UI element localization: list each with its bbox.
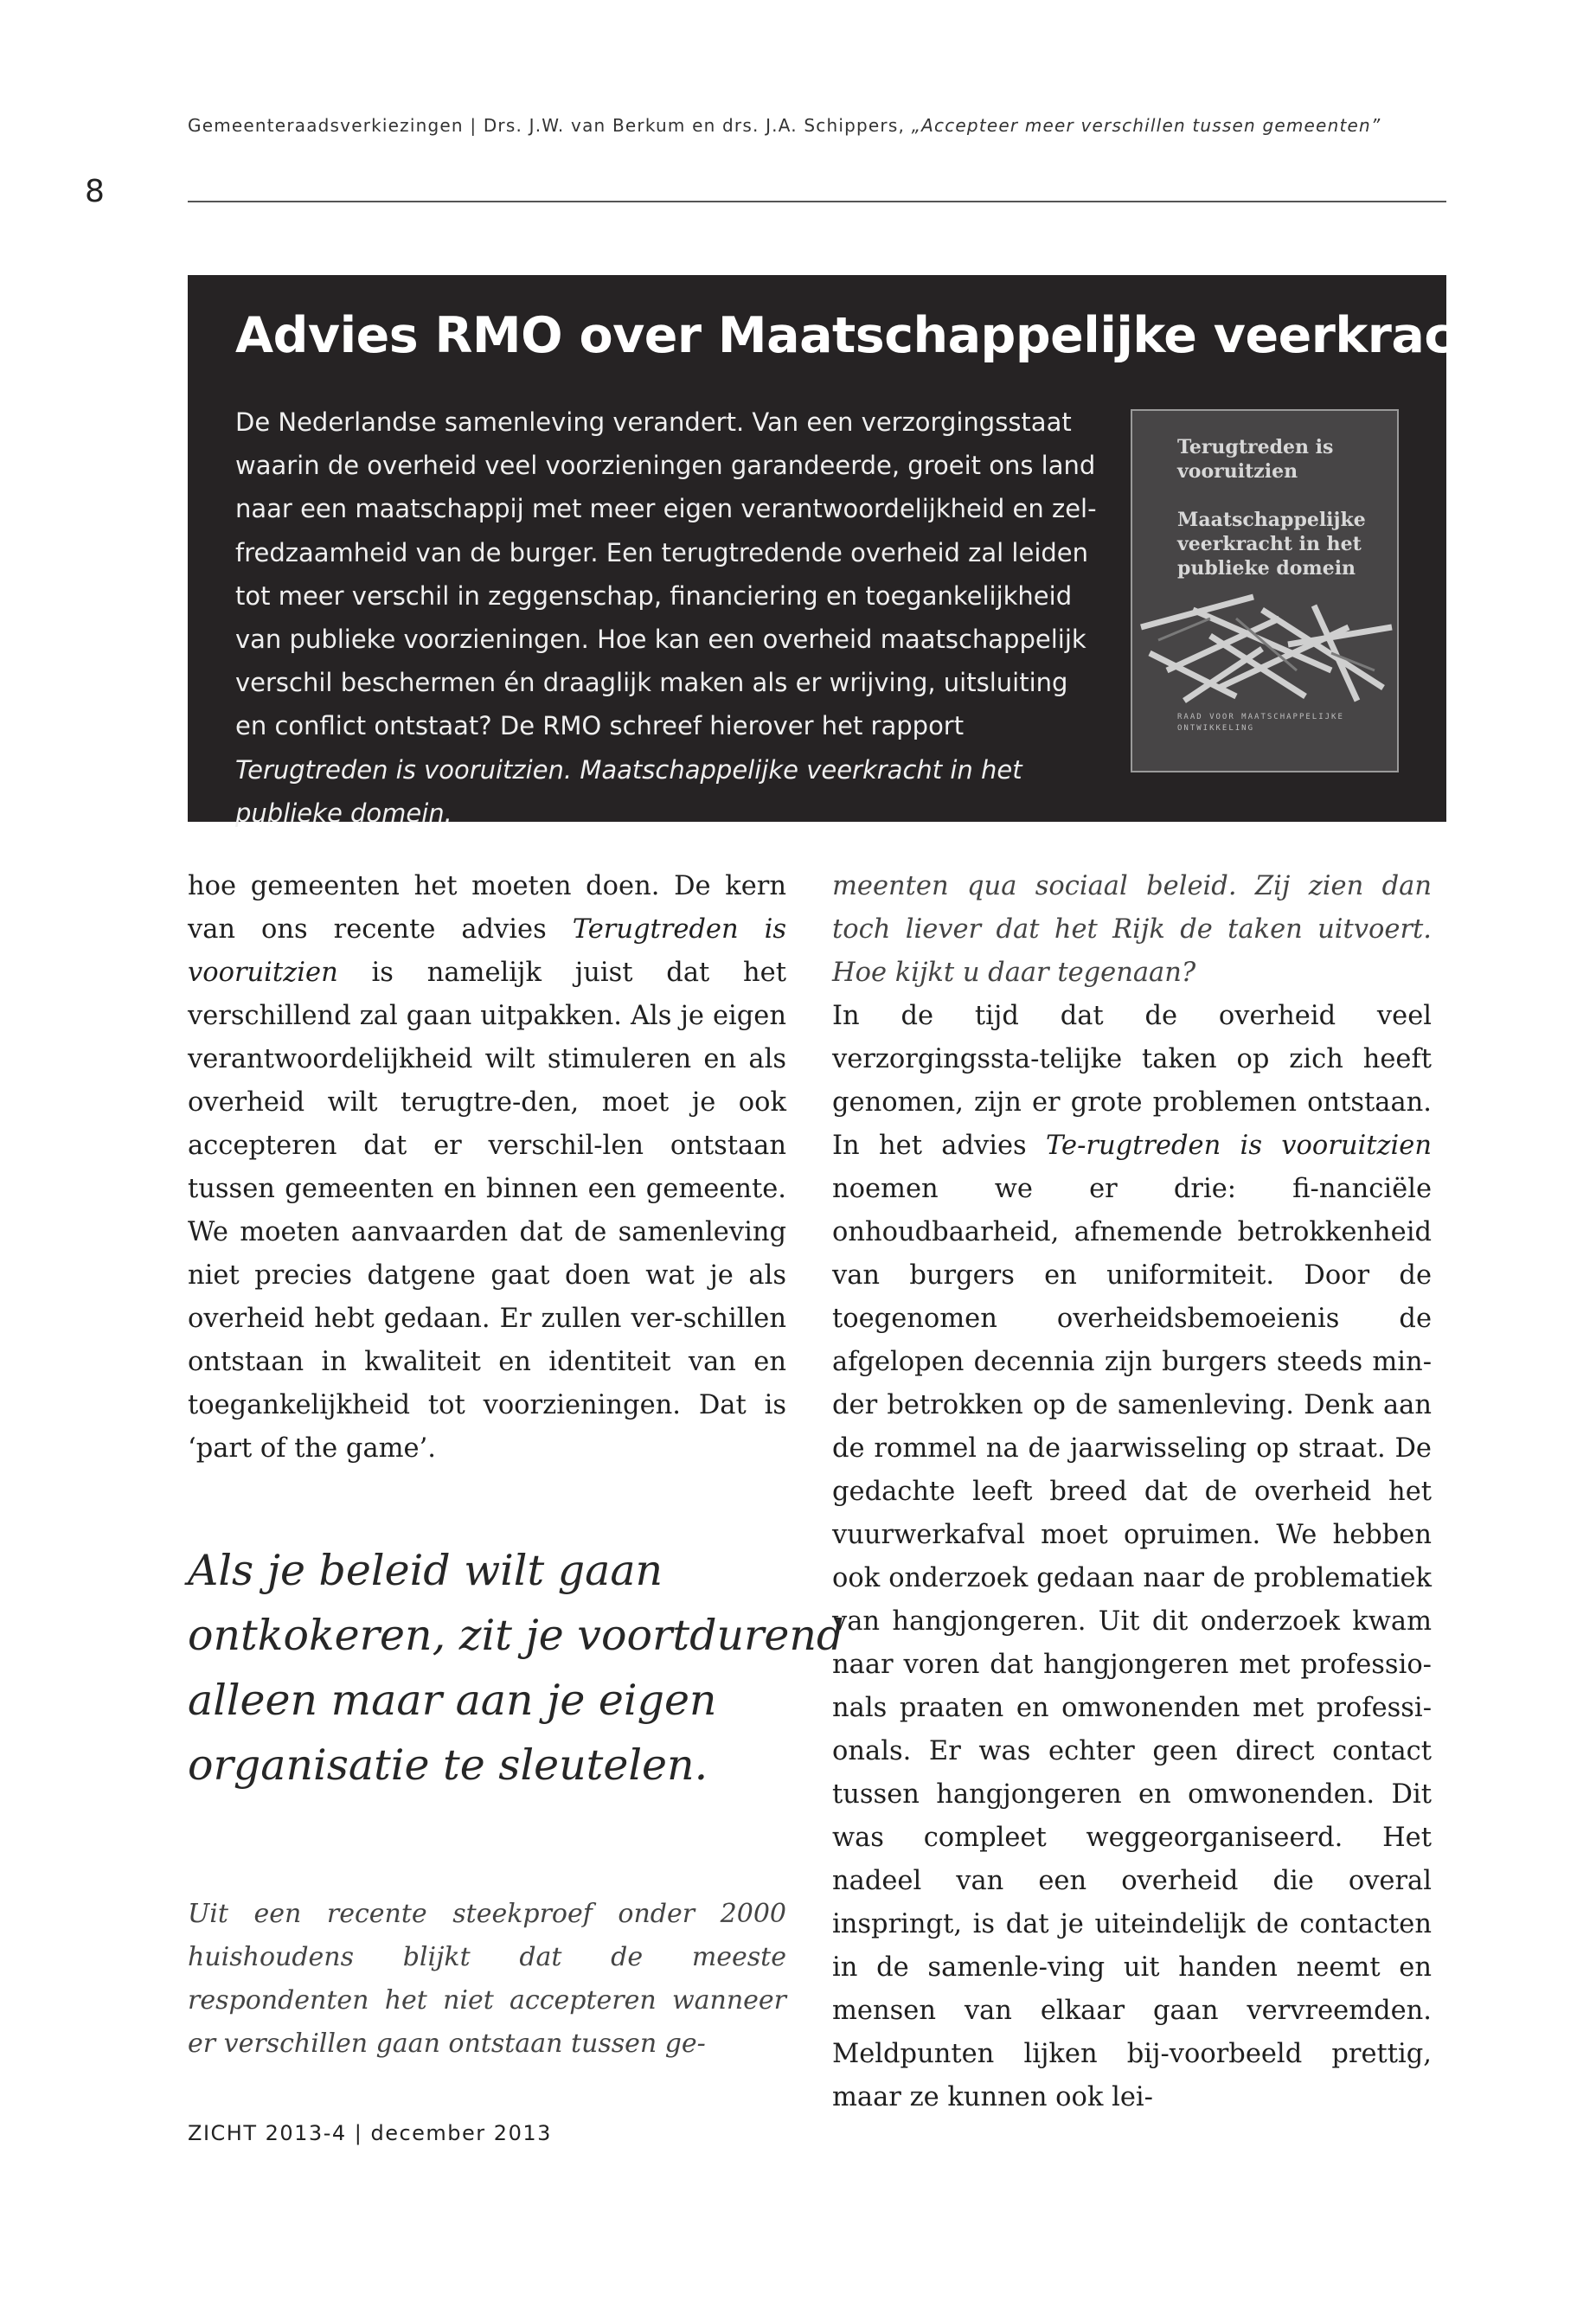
cover-publisher: RAAD VOOR MAATSCHAPPELIJKE ONTWIKKELING xyxy=(1177,713,1344,733)
answer-end: noemen we er drie: fi-nanciële onhoudbaarheid, afnemende betrokkenheid van burgers en uniformiteit. Door de toegenomen overheidsbemoeienis de afgelopen decennia zijn burgers steeds min-der betrokken op de samenleving. Denk aan de rommel na de jaarwisseling op straat. De gedachte leeft breed dat de overheid het vuurwerkafval moet opruimen. We hebben ook onderzoek gedaan naar de problematiek van hangjongeren. Uit dit onderzoek kwam naar voren dat hangjongeren met professio-nals praaten en omwonenden met professi-onals. Er was echter geen direct contact tussen hangjongeren en omwonenden. Dit was compleet weggeorganiseerd. Het nadeel van een overheid die overal inspringt, is dat je uiteindelijk de contacten in de samenle-ving uit handen neemt en mensen van elkaar gaan vervreemden. Meldpunten lijken bij-voorbeeld prettig, maar ze kunnen ook lei- xyxy=(832,1174,1432,2112)
left-column-paragraph xyxy=(188,865,786,1471)
pull-quote-line: organisatie te sleutelen. xyxy=(188,1740,708,1790)
running-header-quote: „Accepteer meer verschillen tussen gemeenten” xyxy=(911,115,1381,136)
answer-start: In de tijd dat de overheid veel verzorgingssta-telijke taken op zich heeft genomen, zijn er grote problemen ontstaan. In het advies xyxy=(832,1001,1432,1161)
left-p1-start: hoe gemeenten het moeten doen. De kern van ons recente advies xyxy=(188,871,786,945)
box-title: Advies RMO over Maatschappelijke veerkracht xyxy=(235,307,1511,364)
right-column xyxy=(832,865,1432,2119)
box-body xyxy=(235,401,1105,835)
cover-title: Terugtreden is vooruitzien xyxy=(1177,436,1334,483)
sidebar-box xyxy=(188,275,1511,828)
page-number: 8 xyxy=(85,174,105,209)
book-cover xyxy=(1131,409,1399,772)
interview-answer xyxy=(832,995,1432,2119)
header-rule xyxy=(188,201,1446,202)
left-p1-title: Terugtreden is vooruitzien xyxy=(188,914,786,988)
box-report-title: Terugtreden is vooruitzien. Maatschappelijke veerkracht in het publieke domein. xyxy=(235,754,1022,828)
interview-question-continued: meenten qua sociaal beleid. Zij zien dan toch liever dat het Rijk de taken uitvoert. Hoe kijkt u daar tegenaan? xyxy=(832,871,1432,988)
answer-title: Te-rugtreden is vooruitzien xyxy=(1046,1131,1433,1161)
box-body-text: De Nederlandse samenleving verandert. Van een verzorgingsstaat waarin de overheid veel voorzieningen garandeerde, groeit ons land naar een maatschappij met meer eigen verantwoordelijkheid en zel-fredzaamheid van de burger. Een terugtredende overheid zal leiden tot meer verschil in zeggenschap, financiering en toegankelijkheid van publieke voorzieningen. Hoe kan een overheid maatschappelijk verschil beschermen én draaglijk maken als er wrijving, uitsluiting en conflict ontstaat? De RMO schreef hierover het rapport xyxy=(235,407,1097,741)
pull-quote xyxy=(188,1538,844,1798)
pull-quote-line: ontkokeren, zit je voortdurend xyxy=(188,1611,844,1660)
pull-quote-line: Als je beleid wilt gaan xyxy=(188,1546,663,1595)
interview-question: Uit een recente steekproef onder 2000 huishoudens blijkt dat de meeste respondenten het niet accepteren wanneer er verschillen gaan ontstaan tussen ge- xyxy=(188,1899,786,2059)
left-p1-end: is namelijk juist dat het verschillend zal gaan uitpakken. Als je eigen verantwoordelijkheid wilt stimuleren en als overheid wilt terugtre-den, moet je ook accepteren dat er verschil-len ontstaan tussen gemeenten en binnen een gemeente. We moeten aanvaarden dat de samenleving niet precies datgene gaat doen wat je als overheid hebt gedaan. Er zullen ver-schillen ontstaan in kwaliteit en identiteit van en toegankelijkheid tot voorzieningen. Dat is ‘part of the game’. xyxy=(188,958,786,1464)
cover-subtitle: Maatschappelijke veerkracht in het publieke domein xyxy=(1177,509,1366,580)
running-header-text: Gemeenteraadsverkiezingen | Drs. J.W. van Berkum en drs. J.A. Schippers, xyxy=(188,115,906,136)
pull-quote-line: alleen maar aan je eigen xyxy=(188,1676,717,1725)
running-header xyxy=(188,115,1451,136)
footer: ZICHT 2013-4 | december 2013 xyxy=(188,2121,552,2145)
